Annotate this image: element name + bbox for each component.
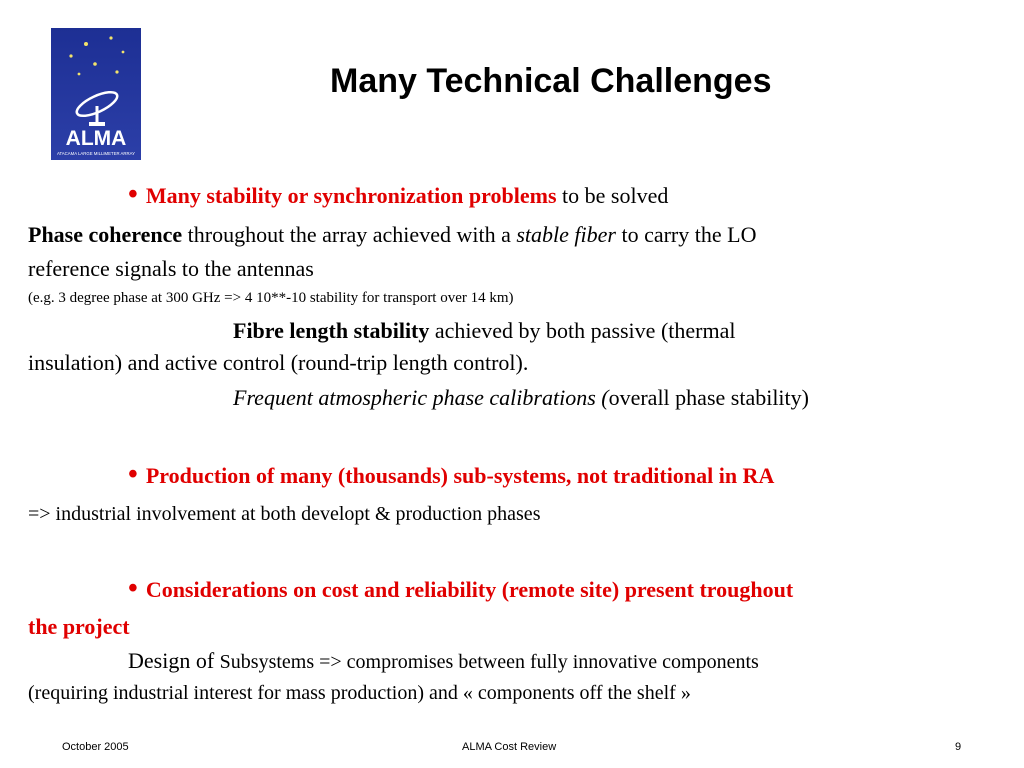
design-of-label: Design of — [128, 648, 220, 673]
section3-heading — [128, 573, 794, 604]
section1-line3: reference signals to the antennas — [28, 256, 314, 281]
section3-heading-red-1: Considerations on cost and reliability (remote site) present troughout — [145, 577, 794, 602]
section1-line6: insulation) and active control (round-trip length control). — [28, 350, 529, 375]
footer-date: October 2005 — [62, 741, 129, 753]
section3-line3-rest: Subsystems => compromises between fully innovative components — [219, 651, 759, 673]
section2-heading — [128, 459, 775, 490]
bullet-icon: • — [128, 573, 138, 604]
section1-line5 — [233, 318, 735, 344]
alma-logo-graphic — [51, 28, 141, 160]
section1-line5-rest: achieved by both passive (thermal — [429, 318, 736, 343]
section3-line4: (requiring industrial interest for mass production) and « components off the shelf » — [28, 682, 691, 704]
section1-line7-rest: overall phase stability) — [608, 385, 809, 410]
section1-heading-red: Many stability or synchronization problems — [145, 183, 557, 208]
footer-page-number: 9 — [955, 741, 962, 753]
section1-heading — [128, 179, 669, 210]
alma-logo — [51, 28, 141, 160]
section1-line2-text-a: throughout the array achieved with a — [182, 222, 517, 247]
fibre-length-stability-label: Fibre length stability — [233, 318, 430, 343]
section1-line2 — [28, 222, 756, 248]
section1-heading-rest: to be solved — [556, 183, 669, 208]
footer-title: ALMA Cost Review — [462, 741, 557, 753]
atmospheric-calibrations-label: Frequent atmospheric phase calibrations ( — [233, 385, 609, 410]
logo-subtitle: ATACAMA LARGE MILLIMETER ARRAY — [56, 151, 136, 156]
section3-heading-red-2: the project — [28, 614, 130, 639]
phase-coherence-label: Phase coherence — [28, 222, 183, 247]
slide-title: Many Technical Challenges — [330, 62, 772, 100]
section1-line7 — [233, 385, 809, 411]
bullet-icon: • — [128, 459, 138, 490]
stable-fiber-label: stable fiber — [516, 222, 616, 247]
logo-text: ALMA — [65, 127, 127, 150]
section3-line3 — [128, 648, 759, 675]
section1-line2-text-b: to carry the LO — [615, 222, 757, 247]
section2-heading-red: Production of many (thousands) sub-systems, not traditional in RA — [145, 463, 775, 488]
bullet-icon: • — [128, 179, 138, 210]
section2-line2: => industrial involvement at both developt & production phases — [28, 503, 541, 525]
section1-note: (e.g. 3 degree phase at 300 GHz => 4 10**-10 stability for transport over 14 km) — [28, 290, 514, 306]
